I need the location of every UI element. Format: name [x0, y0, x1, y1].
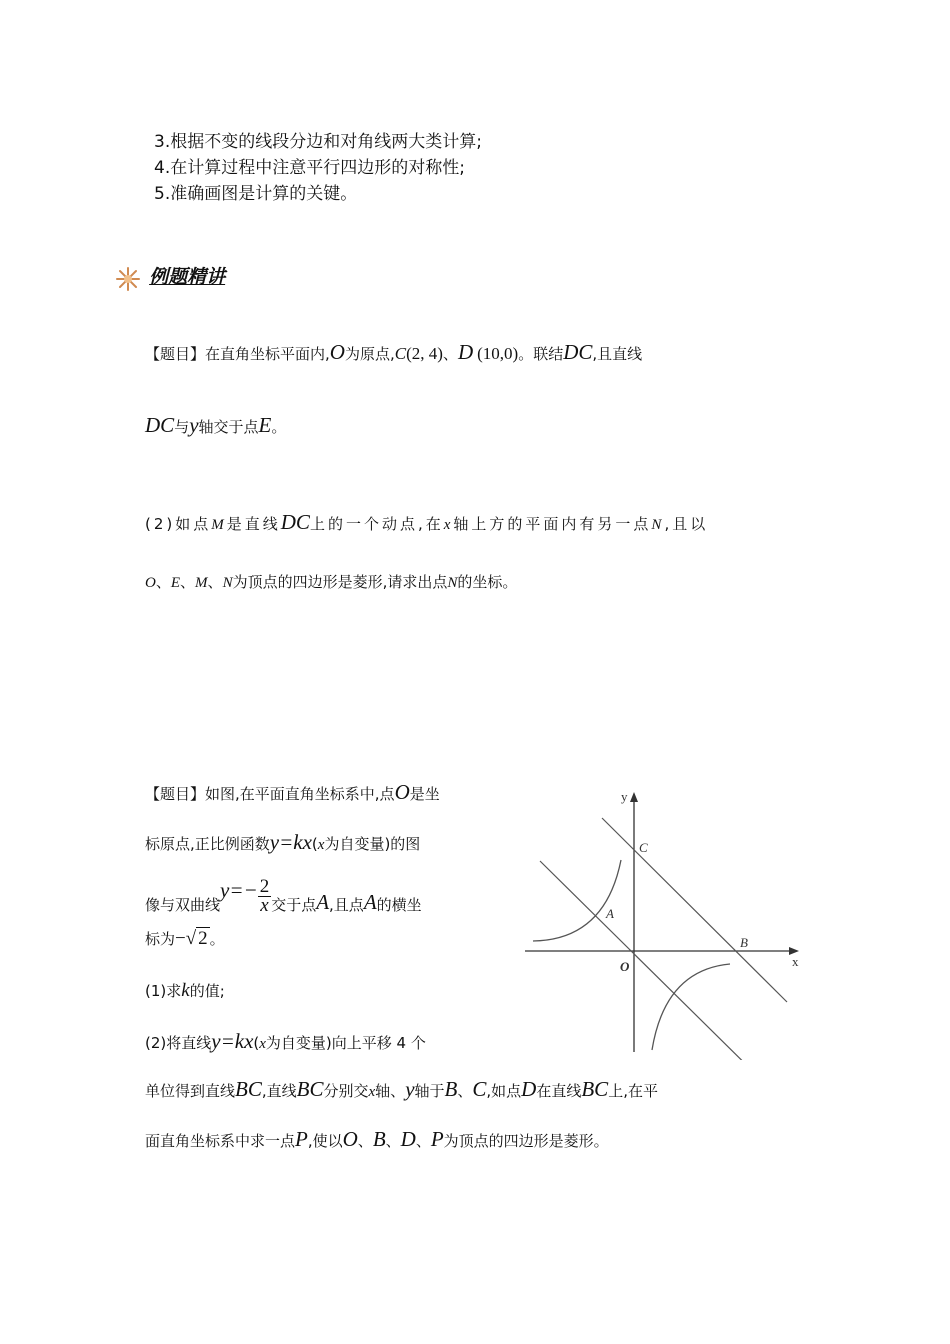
equation-y-kx: y=kx: [269, 830, 312, 854]
text: 的值;: [189, 982, 225, 1000]
text: 是直线: [226, 515, 281, 533]
text: 与: [174, 418, 190, 436]
problem2-line2: [145, 830, 420, 855]
text: ,且点: [329, 896, 364, 914]
point-a-label: A: [606, 906, 614, 921]
text: 、: [155, 573, 171, 591]
d-coords: (10,0): [477, 344, 519, 363]
radicand: 2: [198, 928, 208, 949]
point-m: M: [195, 575, 208, 591]
problem2-label: 【题目】: [145, 785, 206, 803]
point-c: C: [394, 344, 407, 363]
text: 。: [271, 418, 287, 436]
text: ,且直线: [592, 345, 643, 363]
coordinate-graph: [515, 780, 815, 1060]
hyperbola-branch-left: [533, 860, 621, 941]
text: 在直线: [536, 1082, 582, 1100]
text: ,如点: [486, 1082, 522, 1100]
point-m: M: [211, 517, 227, 533]
var-k: k: [181, 980, 190, 1001]
text: (1)求: [145, 982, 182, 1000]
line-bc: BC: [235, 1077, 262, 1101]
text: 为顶点的四边形是菱形,请求出点: [232, 573, 448, 591]
point-a: A: [316, 890, 330, 914]
point-b: B: [372, 1127, 386, 1151]
problem1-question-line1: [145, 510, 708, 535]
equation-y-kx: y=kx: [211, 1029, 254, 1053]
text: 轴、: [375, 1082, 406, 1100]
text: 、: [415, 1132, 431, 1150]
text: 的坐标。: [457, 573, 518, 591]
minus-sign: −: [175, 928, 186, 949]
problem2-q1: [145, 980, 225, 1002]
point-o: O: [342, 1127, 358, 1151]
neg-sqrt-2: −√ 2: [175, 928, 208, 949]
point-d: D: [457, 340, 474, 364]
text: 轴上方的平面内有另一点: [453, 515, 652, 533]
problem1-label: 【题目】: [145, 345, 206, 363]
text: (2)将直线: [145, 1034, 212, 1052]
point-n: N: [222, 575, 233, 591]
var-x: x: [317, 837, 325, 853]
problem2-line1: [145, 780, 440, 805]
problem2-line3: [145, 878, 422, 915]
text: 单位得到直线: [145, 1082, 236, 1100]
line-dc: DC: [145, 413, 175, 437]
point-p: P: [295, 1127, 308, 1151]
line-dc: DC: [563, 340, 593, 364]
axis-y: y: [189, 413, 199, 437]
section-heading: [112, 262, 225, 293]
problem2-q2-line1: [145, 1029, 426, 1054]
point-d: D: [400, 1127, 416, 1151]
equation-lhs: y=−: [220, 878, 258, 902]
tip-5: 5.准确画图是计算的关键。: [154, 184, 358, 204]
y-axis-label: y: [621, 789, 628, 804]
fraction: [258, 878, 272, 915]
point-e: E: [170, 575, 181, 591]
text: 、: [207, 573, 223, 591]
point-b-label: B: [740, 935, 748, 950]
text: 。联结: [518, 345, 564, 363]
point-o: O: [145, 575, 156, 591]
text: 面直角坐标系中求一点: [145, 1132, 296, 1150]
text: 。: [209, 930, 225, 948]
problem2-line4: [145, 928, 225, 950]
text: 、: [385, 1132, 401, 1150]
text: 为自变量)的图: [324, 835, 421, 853]
problem2-q2-line2: [145, 1077, 658, 1102]
text: 标原点,正比例函数: [145, 835, 270, 853]
text: ,直线: [261, 1082, 297, 1100]
line-dc: DC: [280, 510, 310, 534]
text: 、: [357, 1132, 373, 1150]
text: 为顶点的四边形是菱形。: [443, 1132, 609, 1150]
text: 上,在平: [608, 1082, 658, 1100]
point-c-label: C: [639, 840, 648, 855]
tip-3: 3.根据不变的线段分边和对角线两大类计算;: [154, 132, 482, 152]
text: (: [311, 835, 318, 853]
text: 为原点,: [344, 345, 395, 363]
tip-4: 4.在计算过程中注意平行四边形的对称性;: [154, 158, 465, 178]
text: (2)如点: [145, 515, 212, 533]
line-y-kx: [540, 861, 787, 1060]
point-e: E: [258, 413, 272, 437]
text: 交于点: [271, 896, 317, 914]
text: ,使以: [307, 1132, 343, 1150]
text: 、: [180, 573, 196, 591]
text: 分别交: [323, 1082, 369, 1100]
var-x: x: [259, 1036, 266, 1052]
point-o: O: [329, 340, 345, 364]
point-b: B: [444, 1077, 458, 1101]
text: 为自变量)向上平移 4 个: [265, 1034, 426, 1052]
x-axis-label: x: [792, 954, 799, 969]
axis-x: x: [443, 517, 454, 533]
text: 标为: [145, 930, 176, 948]
problem1-line1: [145, 340, 642, 365]
text: 的横坐: [376, 896, 422, 914]
text: 在直角坐标平面内,: [205, 345, 330, 363]
point-p: P: [430, 1127, 444, 1151]
point-n: N: [447, 575, 458, 591]
axis-y: y: [405, 1077, 415, 1101]
point-a: A: [363, 890, 377, 914]
line-bc: BC: [296, 1077, 324, 1101]
text: 是坐: [409, 785, 440, 803]
text: 上的一个动点,在: [309, 515, 444, 533]
text: (: [253, 1034, 260, 1052]
problem1-line2: [145, 413, 286, 438]
fraction-numerator: 2: [259, 876, 270, 897]
point-d: D: [521, 1077, 537, 1101]
text: 像与双曲线: [145, 896, 221, 914]
text: 轴于: [414, 1082, 445, 1100]
sparkle-icon: [112, 265, 144, 293]
problem1-question-line2: [145, 571, 517, 592]
y-axis-arrow: [630, 792, 638, 802]
axis-x: x: [368, 1084, 376, 1100]
point-n: N: [651, 517, 665, 533]
text: ,且以: [664, 515, 709, 533]
c-coords: (2, 4): [406, 344, 443, 363]
text: 、: [457, 1082, 473, 1100]
section-title: 例题精讲: [149, 266, 226, 288]
line-bc: BC: [581, 1077, 609, 1101]
problem2-q2-line3: [145, 1127, 609, 1152]
fraction-denominator: x: [260, 895, 269, 916]
text: 轴交于点: [198, 418, 259, 436]
text: 、: [442, 345, 458, 363]
text: 如图,在平面直角坐标系中,点: [205, 785, 395, 803]
point-c: C: [472, 1077, 487, 1101]
origin-label: O: [620, 959, 630, 974]
point-o: O: [394, 780, 410, 804]
